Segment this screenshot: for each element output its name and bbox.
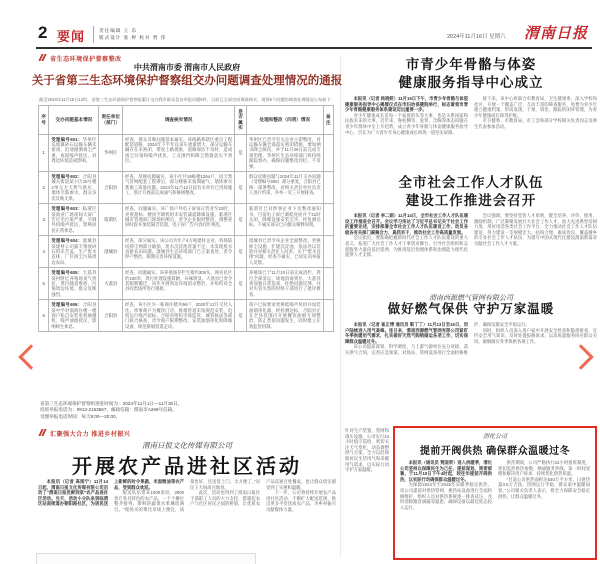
table-cell-unit: 临渭区 xyxy=(99,204,123,236)
article-heating-title: 提前开阀供热 确保群众温暖过冬 xyxy=(419,446,571,457)
table-column-header: 交办问题基本情况 xyxy=(49,106,99,135)
table-column-header: 责任单位（部门） xyxy=(99,106,123,135)
table-cell-no: 6 xyxy=(39,300,49,332)
article-bone-body xyxy=(345,96,597,168)
body-paragraph: 本报讯（通讯员 贾国荣）进入供暖季，渭化公司坚持以保障民生为己任，提前谋划、周密部署，于11月10日下午4时起，较往年提前开阀供热，以实际行动确保群众温暖过冬。 xyxy=(400,460,492,482)
table-cell-handling: 群众反映问题与2024年11月交办问题（受理编号606）部分重复，合阳县已统一部署整改，对相关责任单位负责人进行约谈，并举一反三开展排查。 xyxy=(246,172,323,204)
table-cell-verified: 是 xyxy=(235,300,247,332)
issue-date: 2024年11月16日 星期六 xyxy=(447,34,506,40)
table-cell-problem: 受理编号606：合阳县某中学对面商住楼一楼商户私自安装电机抽烟机，噪声油烟扰民，影响师生休息。 xyxy=(49,300,99,332)
table-cell-handling: 商户已按要求更换低噪声风机并加装油烟净化器，经检测达标。合阳县正在全县范围内开展餐饮油烟专项整治，防止类似问题发生，同时建立长效监管机制。 xyxy=(246,300,323,332)
table-cell-remark xyxy=(323,172,333,204)
article-social-body xyxy=(345,213,597,288)
body-paragraph: 接下来，该中心将联合市教育局、卫生健康委，深入学校和社区，开展一个覆盖广泛、互动丰富的筛查服务，免费为青少年建立健康档案，形成发现、干预、矫治、跟踪的闭环管理，为青少年健康成长保驾护航。 xyxy=(474,96,597,118)
table-cell-unit: 澄城县 xyxy=(99,236,123,268)
highlighted-article-box xyxy=(393,426,597,560)
table-cell-remark xyxy=(323,268,333,300)
table-cell-unit: 大荔县 xyxy=(99,268,123,300)
section-title: 要闻 xyxy=(57,29,86,44)
table-cell-no: 4 xyxy=(39,236,49,268)
table-row xyxy=(39,300,334,332)
main-article-intro: 截至2024年11月15日12时，省第三生态环境保护督察组累计交办我市群众信访举报问题6件，目前已全部完成调查核实，现将6个问题的调查处理情况公布如下： xyxy=(39,97,335,102)
kicker-slash-icon xyxy=(40,54,46,60)
table-cell-problem: 受理编号603：临渭区某商业广场夜间大屏广告灯光污染严重，空调外机噪声扰民，影响居民正常休息。 xyxy=(49,204,99,236)
table-cell-no: 2 xyxy=(39,172,49,204)
table-cell-problem: 受理编号605：大荔县某村附近养殖场臭气扰民，粪污随意堆放，污染周边环境，群众反映强烈。 xyxy=(49,268,99,300)
table-cell-handling: 养殖场已于11月10日前完成清栏，粪污全部清运，场地消毒到位。大荔县将加强日常巡查，杜绝问题反弹，并对失管失察的村组干部进行了批评教育。 xyxy=(246,268,323,300)
table-cell-investigation: 经查，问题属实。该养殖场存栏生猪约300头，距居民区约100米，粪污处理设施简陋，异味明显。大荔县已责令其限期搬迁，同步开展周边环境消杀整治，并组织对全县同类场所进行摸排。 xyxy=(123,268,235,300)
kicker-text: 汇聚强大合力 推进乡村振兴 xyxy=(50,432,131,438)
table-cell-verified: 是 xyxy=(235,236,247,268)
table-cell-unit: 合阳县 xyxy=(99,172,123,204)
problem-table-header xyxy=(39,106,334,135)
table-cell-investigation: 经查，部分属实。该公司为年产4万吨建材企业，料场防风抑尘网部分破损，废水沉淀池容量不足；未发现废水直排农田问题。澄城县生态环境部门已立案查处，责令停产整治，限期完善环保设施。 xyxy=(123,236,235,268)
community-company: 渭南日报文化传媒有限公司 xyxy=(142,441,232,450)
table-column-header: 是否属实 xyxy=(235,106,247,135)
table-cell-remark xyxy=(323,204,333,236)
table-cell-investigation: 经查，该小区为一栋商住楼共96户，2020年12月交付入住。涉事商户为餐饮门店，排烟管道未按规范安装，电机运行噪声超标。合阳县组织市场监管、城管执法等部门联合核查，责令商户限期整改，安装油烟净化和降噪设备，规范排烟管道走向。 xyxy=(123,300,235,332)
body-paragraph: 下一步，公司将持续开展农产品进社区活动，不断扩大配送范围，推出更多平价优质农产品，为乡村振兴贡献媒体力量。 xyxy=(266,490,336,512)
table-cell-verified: 是 xyxy=(235,268,247,300)
table-cell-verified: 是 xyxy=(235,134,247,171)
community-body xyxy=(38,479,336,547)
table-row xyxy=(39,134,334,171)
note-line: 受理举报电话时间：每天8:00—20:00。 xyxy=(40,413,121,419)
table-column-header: 调查核实情况 xyxy=(123,106,235,135)
problem-table-body xyxy=(39,134,334,332)
table-cell-investigation: 经查，反映问题属实。该小区共19栋楼1294户，因天然气管网配套工程滞后，部分楼栋未按期通气；墙体渗水系施工质量问题。2024年11月12日起有关单位已进场施工，预计月底前完成通气和修缮整改。 xyxy=(123,172,235,204)
article-gas-body xyxy=(345,322,597,424)
note-line: 省第三生态环境保护督察组进驻时间为：2024年11月1日—11月30日。 xyxy=(40,401,183,406)
header-rule xyxy=(36,47,592,49)
table-cell-problem: 受理编号602：合阳县城关街道某小区15号楼2单元无天然气供应，墙体空鼓渗水，群众多次反映无果。 xyxy=(49,172,99,204)
table-cell-no: 1 xyxy=(39,134,49,171)
gas-company-name: 渭南西源燃气管网有限公司 xyxy=(429,294,513,302)
table-cell-problem: 受理编号601：华州区瓜坡镇砂石运输车辆未密闭，沿途抛洒扬尘严重，夜间噪声扰民，对周边环境造成影响。 xyxy=(49,134,99,171)
body-paragraph: 供热期间，公司严格执行24小时值班制度，密切监控供热参数，畅通服务热线，第一时间受理和解决用户诉求，持续优化供热质量。 xyxy=(498,460,590,477)
table-cell-handling: 华州区已责令有关企业立即整改，对运输车辆全部落实密闭措施，增加洒水降尘频次，并于11月20日前完成专项治理。华州区生态环境部门将持续跟踪督办，确保问题整改到位、不反弹。 xyxy=(246,134,323,171)
table-row xyxy=(39,236,334,268)
table-row xyxy=(39,204,334,236)
table-cell-no: 3 xyxy=(39,204,49,236)
kicker-text: 省生态环境保护督察整改 xyxy=(50,57,122,63)
note-line: 投诉举报电话为：0913-2153567，邮政信箱：渭南市A269号信箱。 xyxy=(40,407,177,413)
page-number: 2 xyxy=(38,23,48,42)
table-cell-no: 5 xyxy=(39,268,49,300)
body-paragraph: 本报讯（记者 崔正博 通讯员 靳丁丁）11月13日至16日，用户陆续进入用气高峰。连日来，渭南西源燃气管网有限公司紧盯冬季供暖用气需求，扎实做好天然气购销储运各项工作，切实保障群众温暖过冬。 xyxy=(345,322,468,344)
table-cell-verified: 是 xyxy=(235,204,247,236)
community-title: 开展农产品进社区活动 xyxy=(72,456,302,478)
body-paragraph: 本报讯（记者 高闻宁）11月14日起，渭南日报文化传媒有限公司启动了“渭南日报优鲜到家”农产品进社区活动。当天，活动小分队来到临渭区站南街道办朝阳路社区，为居民送上新鲜的时令果蔬、米面粮油等农产品，受到群众欢迎。 xyxy=(38,479,184,507)
problem-table xyxy=(38,105,334,332)
body-paragraph: 此次，活动也得到了渭南日报社干部职工人员的大力支持，搭建起农户与社区居民之间的桥梁，让优质农产品直通百姓餐桌，也让群众切实感受到了实惠和温暖。 xyxy=(190,479,336,507)
table-cell-unit: 合阳县 xyxy=(99,300,123,332)
article-gas-title: 做好燃气保供 守护万家温暖 xyxy=(387,302,555,316)
table-notes xyxy=(40,401,182,420)
table-cell-verified: 是 xyxy=(235,172,247,204)
table-column-header: 备注 xyxy=(323,106,333,135)
table-cell-remark xyxy=(323,236,333,268)
table-row xyxy=(39,268,334,300)
main-article-title: 关于省第三生态环境保护督察组交办问题调查处理情况的通报 xyxy=(31,75,343,87)
header-divider xyxy=(93,26,94,43)
table-cell-remark xyxy=(323,134,333,171)
table-cell-problem: 受理编号604：澄城县某建材公司露天堆放砂石料未苫盖，生产废水直排，厂区扬尘污染周边农田。 xyxy=(49,236,99,268)
credits-line1: 责任编辑 王 乐 xyxy=(99,28,138,33)
table-cell-investigation: 经查，群众反映问题基本属实。该线路系辖区重点工程配套道路，2024年下半年以来车流量增大，部分运输车辆存在未密闭、带泥上路现象，道路保洁不及时，造成扬尘污染和噪声扰民，工点围挡和降尘措施落实不到位。 xyxy=(123,134,235,171)
body-paragraph: 青少年健康成长是每一个家庭的头等大事，也是关系国家和民族未来的大事。近年来，脊柱侧弯、驼背、含胸等体态问题在青少年群体中呈上升趋势，成立青少年骨骼与体姿健康服务指导中心，旨在为广大青少年身心健康成长构筑一道坚实屏障。 xyxy=(345,112,468,135)
prev-page-chevron-icon[interactable] xyxy=(18,344,43,369)
body-paragraph: 本报讯（记者 李二娟）11月14日，全市社会工作人才队伍建设工作推进会召开。会议学习传达了习近平总书记关于社会工作的重要论述，安排部署全市社会工作人才队伍建设工作，动员各级各有关部门凝聚合力、真抓实干，推动社会工作高质量发展。 xyxy=(345,213,468,235)
kicker-rural xyxy=(40,429,130,438)
article-bone-title: 市青少年骨骼与体姿 健康服务指导中心成立 xyxy=(398,57,544,90)
table-cell-investigation: 经查，问题属实。该广场户外电子屏每日营业至22时，亮度超标；楼顶空调机组未安装减震降噪设施。临渭区城市管理部门现场检测后，责令企业限时整改，调整亮屏时段并加装隔音装置，电子屏广告内容同步规范。 xyxy=(123,204,235,236)
body-paragraph: 会议强调，要坚持党管人才原则，健全培养、评价、使用、激励机制，广泛凝聚发展壮大社会工作人才，加大先进典型培树力度，用好用活各类社会工作平台，全力推动社会工作人才队伍建设，努力建设一支规模宏大、结构合理、素质优良、覆盖城乡的专业社会工作人才队伍，为谱写中国式现代化建设渭南新篇章贡献社会工作人才力量。 xyxy=(474,213,597,246)
kicker-slash-icon xyxy=(40,429,46,435)
table-column-header: 处理和整改（问责）情况 xyxy=(246,106,323,135)
body-paragraph: 市卫健委、市教育局、市工会和部分学校相关负责同志及师生代表参加活动。 xyxy=(474,118,597,129)
table-cell-handling: 临渭区已对涉事企业下达整改通知书，目前电子屏已调低亮度并于21时关闭，降噪设施安装完毕，经复测达标。不属实部分已向群众解释说明。 xyxy=(246,204,323,236)
table-cell-handling: 澄城县已责令该企业全面整改，更换抑尘设施、扩建沉淀池，依法处以罚款并对相关责任人问责。关于“废水直排”问题，经查不属实，已如实向举报人反馈。 xyxy=(246,236,323,268)
ad-box-partial xyxy=(36,553,256,564)
body-paragraph: 配送队伍带来1000余份、3900余斤各具特色的农产品，一个个摊位整齐排列，新鲜的蔬菜水果琳琅满目。“现场买的菜比市场上便宜，质量也好，还送货上门，太方便了。”居民王大妈高兴地说。 xyxy=(114,479,260,512)
body-paragraph: 为保障2024年至2025年采暖季稳定供热，该公司提前对供热管网、换热站设备进行全面检修维护，组织人员对供热系统逐一排查试压，及时消除跑冒滴漏等隐患，确保设备以最佳状态投入运行。 xyxy=(400,482,492,510)
editor-credits xyxy=(99,27,166,41)
article-social-title: 全市社会工作人才队伍 建设工作推进会召开 xyxy=(398,175,544,208)
main-article-subtitle: 中共渭南市委 渭南市人民政府 xyxy=(133,63,241,72)
body-paragraph: “目前公司供热面积达540万平方米，日供热量3.6万吉焦，热网运行平稳，群众家中温暖如春。”公司相关负责人表示，将全力保障安全稳定供热，让群众温暖过冬。 xyxy=(498,476,590,499)
heat-company-name: 渭化公司 xyxy=(482,434,507,440)
column-rule xyxy=(340,56,341,558)
credits-line2: 版式设计 张 婷 校对 贾 伟 xyxy=(99,35,167,40)
table-column-header: 序号 xyxy=(39,106,49,135)
table-row xyxy=(39,172,334,204)
article-gas-continuation: 针对生产装置、管网和调压设施，公司实行24小时值守巡检，密切关注天气变化，动态调整供气方案，全力以赴保障居民生活用气和采暖用气需求，以实际行动守护万家温暖。 xyxy=(345,428,389,473)
table-cell-remark xyxy=(323,300,333,332)
body-paragraph: 本报讯（记者 杨晓妍）11月15日下午，市青少年骨骼与体姿健康服务指导中心揭牌仪式在市妇幼保健院举行，标志着我市青少年骨骼健康服务体系建设迈出重要一步。 xyxy=(345,96,468,113)
masthead-logo: 渭南日报 xyxy=(524,26,589,42)
body-paragraph: 会议指出，要准确把握新时代社会工作人才队伍建设的重大意义，拓宽广大社会工作人才干事创业舞台，引导社会组织和志愿服务力量向基层延伸，为推进基层治理体系和治理能力现代化提供人才支撑。 xyxy=(345,235,468,258)
body-paragraph: 该公司提前谋划、科学调度，与上游气源单位充分对接，落实供气合同，完善应急预案，对场站、管网设备进行全面检修维护，确保设施安全平稳运行。 xyxy=(345,322,530,355)
article-heating-body xyxy=(400,460,590,560)
body-paragraph: 同时，组织人员深入用户家中开展安全检查和隐患排查，宣传安全用气知识，及时处置报修诉求，以高质量服务回应群众关切，做细做实冬季保供各项工作。 xyxy=(474,327,597,344)
table-cell-unit: 华州区 xyxy=(99,134,123,171)
